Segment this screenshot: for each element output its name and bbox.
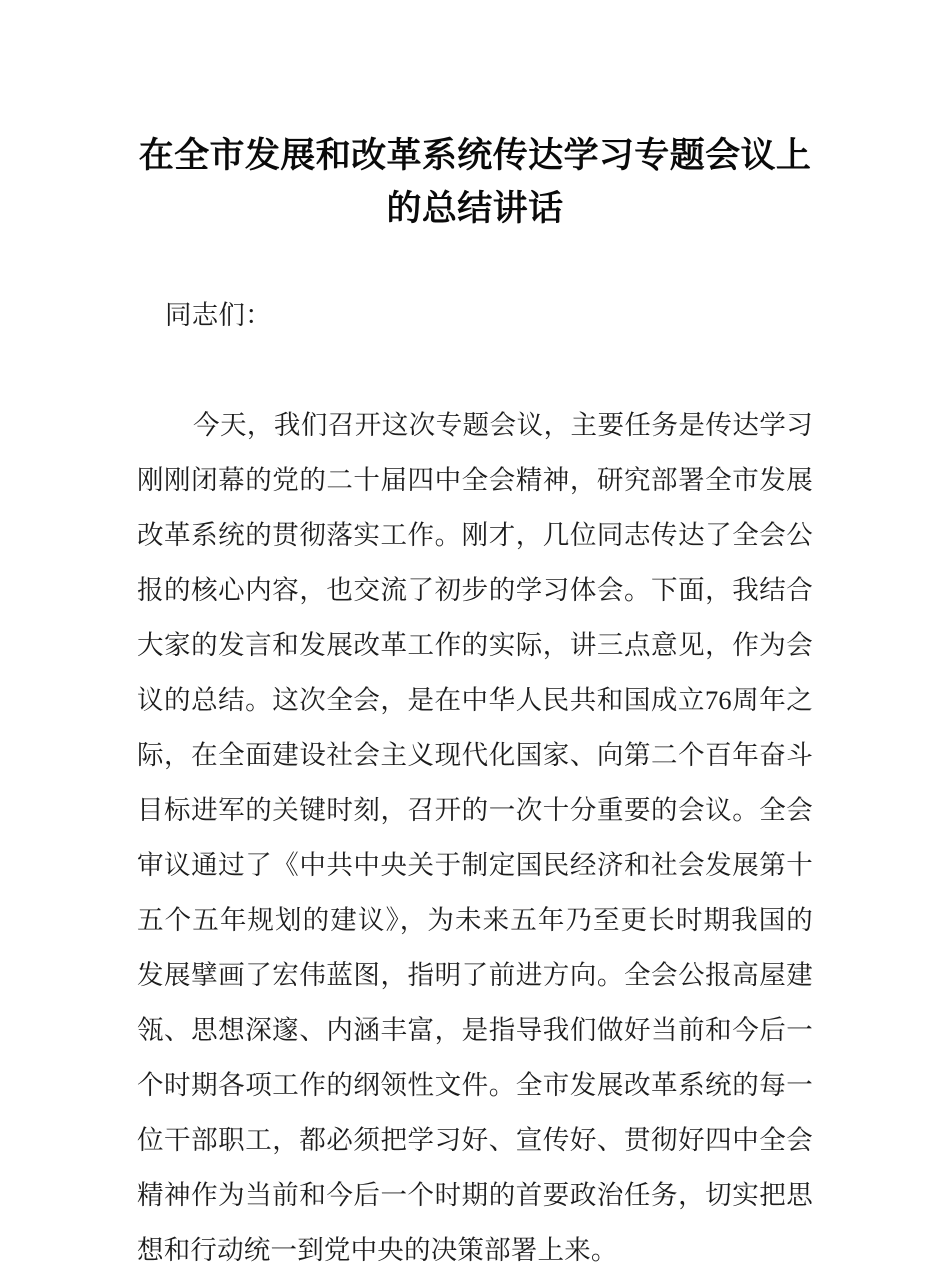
page-title: 在全市发展和改革系统传达学习专题会议上的总结讲话 <box>138 136 812 230</box>
body-paragraph-1: 今天，我们召开这次专题会议，主要任务是传达学习刚刚闭幕的党的二十届四中全会精神，研究部署全市发展改革系统的贯彻落实工作。刚才，几位同志传达了全会公报的核心内容，也交流了初步的学习体会。下面，我结合大家的发言和发展改革工作的实际，讲三点意见，作为会议的总结。这次全会，是在中华人民共和国成立76周年之际，在全面建设社会主义现代化国家、向第二个百年奋斗目标进军的关键时刻，召开的一次十分重要的会议。全会审议通过了《中共中央关于制定国民经济和社会发展第十五个五年规划的建议》，为未来五年乃至更长时期我国的发展擘画了宏伟蓝图，指明了前进方向。全会公报高屋建瓴、思想深邃、内涵丰富，是指导我们做好当前和今后一个时期各项工作的纲领性文件。全市发展改革系统的每一位干部职工，都必须把学习好、宣传好、贯彻好四中全会精神作为当前和今后一个时期的首要政治任务，切实把思想和行动统一到党中央的决策部署上来。 <box>137 410 813 1265</box>
document-body <box>137 288 813 1278</box>
salutation-line: 同志们： <box>165 300 272 330</box>
paragraph-spacer <box>137 343 813 398</box>
